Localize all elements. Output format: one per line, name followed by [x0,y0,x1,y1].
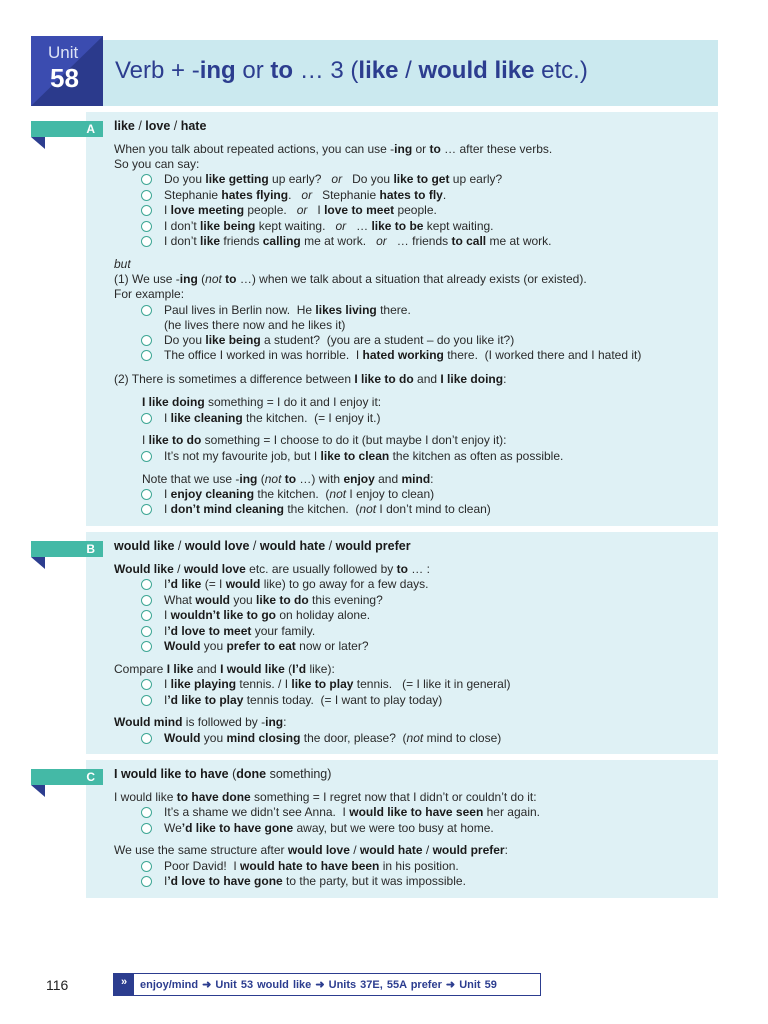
example-item: It’s a shame we didn’t see Anna. I would like to have seen her again. [164,805,540,819]
example-item: Poor David! I would hate to have been in his position. [164,859,459,873]
section-c-heading: I would like to have (done something) [114,767,332,781]
example-item: Paul lives in Berlin now. He likes living there. [164,303,411,317]
section-a-intro: When you talk about repeated actions, you can use -ing or to … after these verbs. [114,142,553,156]
rule-2-to-do: I like to do something = I choose to do it (but maybe I don’t enjoy it): [142,433,507,447]
section-tab-b: B [31,541,103,557]
example-item: I don’t like friends calling me at work. or … friends to call me at work. [164,234,552,248]
example-item: The office I worked in was horrible. I hated working there. (I worked there and I hated it) [164,348,642,362]
example-item: I’d like to play tennis today. (= I want to play today) [164,693,443,707]
section-b-heading: would like / would love / would hate / would prefer [114,539,411,553]
example-note: (he lives there now and he likes it) [164,318,346,332]
example-item: We’d like to have gone away, but we were too busy at home. [164,821,494,835]
example-item: I enjoy cleaning the kitchen. (not I enjoy to clean) [164,487,435,501]
double-arrow-icon: » [114,974,134,995]
cross-reference-box [113,973,541,996]
would-mind-rule: Would mind is followed by -ing: [114,715,287,729]
example-item: Would you mind closing the door, please? (not mind to close) [164,731,502,745]
section-tab-corner-a [31,137,45,149]
example-item: I’d like (= I would like) to go away for a few days. [164,577,429,591]
section-tab-a: A [31,121,103,137]
note-enjoy-mind: Note that we use -ing (not to …) with enjoy and mind: [142,472,434,486]
example-item: Stephanie hates flying. or Stephanie hates to fly. [164,188,447,202]
example-item: I don’t like being kept waiting. or … like to be kept waiting. [164,219,494,233]
compare-label: Compare I like and I would like (I’d like): [114,662,335,676]
section-c-intro: I would like to have done something = I regret now that I didn’t or couldn’t do it: [114,790,537,804]
rule-2: (2) There is sometimes a difference between I like to do and I like doing: [114,372,507,386]
section-tab-c: C [31,769,103,785]
page-title: Verb + -ing or to … 3 (like / would like etc.) [115,57,588,84]
unit-label: Unit [48,43,79,62]
page-number: 116 [46,977,69,993]
title-bar [103,40,718,106]
example-item: It’s not my favourite job, but I like to clean the kitchen as often as possible. [164,449,564,463]
example-item: I wouldn’t like to go on holiday alone. [164,608,371,622]
example-item: I don’t mind cleaning the kitchen. (not I don’t mind to clean) [164,502,491,516]
example-item: Do you like being a student? (you are a student – do you like it?) [164,333,515,347]
unit-number: 58 [50,63,79,93]
rule-2-doing: I like doing something = I do it and I enjoy it: [142,395,382,409]
unit-badge [31,36,103,106]
cross-references: enjoy/mind ➜ Unit 53 would like ➜ Units 37E, 55A prefer ➜ Unit 59 [140,979,497,991]
section-a-intro-2: So you can say: [114,157,200,171]
example-item: I’d love to have gone to the party, but it was impossible. [164,874,466,888]
but-label: but [114,257,131,271]
example-item: I like cleaning the kitchen. (= I enjoy it.) [164,411,381,425]
example-item: Would you prefer to eat now or later? [164,639,369,653]
example-item: I’d love to meet your family. [164,624,316,638]
example-item: I like playing tennis. / I like to play tennis. (= I like it in general) [164,677,511,691]
rule-1: (1) We use -ing (not to …) when we talk about a situation that already exists (or existed). [114,272,587,286]
example-item: Do you like getting up early? or Do you like to get up early? [164,172,503,186]
section-tab-corner-b [31,557,45,569]
section-tab-corner-c [31,785,45,797]
section-b-intro: Would like / would love etc. are usually followed by to … : [114,562,430,576]
rule-1-intro: For example: [114,287,185,301]
same-structure-note: We use the same structure after would love / would hate / would prefer: [114,843,508,857]
example-item: I love meeting people. or I love to meet people. [164,203,437,217]
example-item: What would you like to do this evening? [164,593,383,607]
section-a-heading: like / love / hate [114,119,207,133]
